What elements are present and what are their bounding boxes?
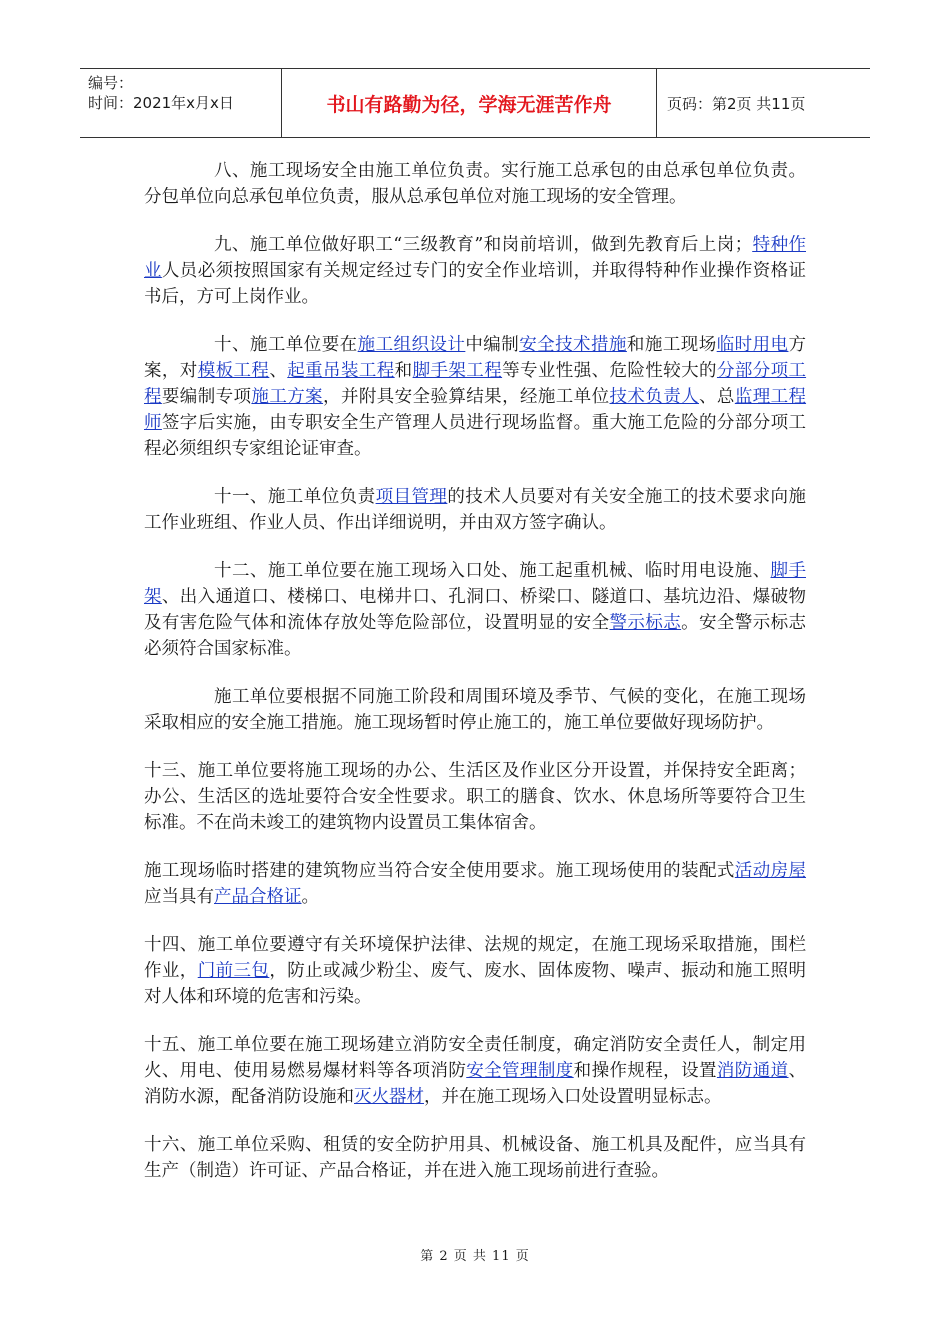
paragraph-text: 和操作规程，设置 (573, 1061, 717, 1081)
hyperlink[interactable]: 产品合格证 (214, 887, 302, 907)
paragraph-text: 十三、施工单位要将施工现场的办公、生活区及作业区分开设置，并保持安全距离；办公、生活区的选址要符合安全性要求。职工的膳食、饮水、休息场所等要符合卫生标准。不在尚未竣工的建筑物内设置员工集体宿舍。 (144, 761, 806, 833)
header-meta (80, 69, 282, 137)
paragraph-text: 和 (394, 361, 413, 381)
paragraph-text: 方案，对 (144, 335, 806, 381)
paragraph-text: 、出入通道口、楼梯口、电梯井口、孔洞口、桥梁口、隧道口、基坑边沿、爆破物及有害危险气体和流体存放处等危险部位，设置明显的安全 (144, 587, 807, 633)
paragraph-text: 。安全警示标志必须符合国家标准。 (144, 613, 807, 659)
paragraph (144, 232, 806, 310)
hyperlink[interactable]: 脚手架工程 (412, 361, 503, 381)
paragraph (144, 1032, 806, 1110)
hyperlink[interactable]: 技术负责人 (609, 387, 700, 407)
paragraph-text: 应当具有 (144, 887, 214, 907)
paragraph-text: 、 (269, 361, 288, 381)
hyperlink[interactable]: 警示标志 (609, 613, 682, 633)
paragraph-text: 九、施工单位做好职工“三级教育”和岗前培训，做到先教育后上岗； (214, 235, 753, 255)
paragraph-text: ，防止或减少粉尘、废气、废水、固体废物、噪声、振动和施工照明对人体和环境的危害和污染。 (144, 961, 807, 1007)
paragraph (144, 1132, 806, 1184)
document-number: 编号： (88, 74, 134, 92)
hyperlink[interactable]: 施工组织设计 (357, 335, 466, 355)
paragraph (144, 684, 806, 736)
page-header (80, 68, 870, 138)
paragraph (144, 558, 806, 662)
paragraph-text: 等专业性强、危险性较大的 (502, 361, 717, 381)
header-motto: 书山有路勤为径，学海无涯苦作舟 (282, 69, 657, 137)
hyperlink[interactable]: 脚手架 (144, 561, 806, 607)
paragraph-text: 十、施工单位要在 (214, 335, 358, 355)
hyperlink[interactable]: 门前三包 (197, 961, 270, 981)
paragraph-text: 十四、施工单位要遵守有关环境保护法律、法规的规定，在施工现场采取措施，围栏作业， (144, 935, 806, 981)
paragraph-text: 。 (301, 887, 319, 907)
page-footer: 第 2 页 共 11 页 (420, 1249, 530, 1264)
paragraph-text: 签字后实施，由专职安全生产管理人员进行现场监督。重大施工危险的分部分项工程必须组织专家组论证审查。 (144, 413, 807, 459)
paragraph (144, 932, 806, 1010)
paragraph-text: 十二、施工单位要在施工现场入口处、施工起重机械、临时用电设施、 (214, 561, 771, 581)
hyperlink[interactable]: 特种作业 (144, 235, 806, 281)
hyperlink[interactable]: 灭火器材 (354, 1087, 424, 1107)
hyperlink[interactable]: 模板工程 (197, 361, 270, 381)
hyperlink[interactable]: 分部分项工程 (144, 361, 807, 407)
paragraph-text: 十六、施工单位采购、租赁的安全防护用具、机械设备、施工机具及配件，应当具有生产（制造）许可证、产品合格证，并在进入施工现场前进行查验。 (144, 1135, 806, 1181)
paragraph (144, 158, 806, 210)
paragraph-text: 要编制专项 (161, 387, 252, 407)
hyperlink[interactable]: 临时用电 (716, 335, 789, 355)
header-page-info: 页码：第2页 共11页 (667, 94, 806, 113)
hyperlink[interactable]: 项目管理 (375, 487, 448, 507)
paragraph-text: 、总 (699, 387, 735, 407)
paragraph-text: 十一、施工单位负责 (214, 487, 376, 507)
hyperlink[interactable]: 施工方案 (251, 387, 324, 407)
paragraph-text: 和施工现场 (626, 335, 717, 355)
paragraph-text: ，并在施工现场入口处设置明显标志。 (424, 1087, 722, 1107)
hyperlink[interactable]: 安全管理制度 (466, 1061, 574, 1081)
paragraph (144, 332, 806, 462)
paragraph-text: 十五、施工单位要在施工现场建立消防安全责任制度，确定消防安全责任人，制定用火、用电、使用易燃易爆材料等各项消防 (144, 1035, 806, 1081)
paragraph-text: 施工单位要根据不同施工阶段和周围环境及季节、气候的变化，在施工现场采取相应的安全施工措施。施工现场暂时停止施工的，施工单位要做好现场防护。 (144, 687, 806, 733)
paragraph-text: 施工现场临时搭建的建筑物应当符合安全使用要求。施工现场使用的装配式 (144, 861, 735, 881)
paragraph (144, 484, 806, 536)
hyperlink[interactable]: 安全技术措施 (519, 335, 627, 355)
paragraph-text: 中编制 (465, 335, 520, 355)
document-body (144, 158, 806, 1206)
paragraph (144, 858, 806, 910)
hyperlink[interactable]: 活动房屋 (734, 861, 807, 881)
hyperlink[interactable]: 起重吊装工程 (287, 361, 395, 381)
paragraph (144, 758, 806, 836)
document-date: 时间：2021年x月x日 (88, 94, 234, 112)
paragraph-text: 、消防水源，配备消防设施和 (144, 1061, 807, 1107)
paragraph-text: 的技术人员要对有关安全施工的技术要求向施工作业班组、作业人员、作出详细说明，并由双方签字确认。 (144, 487, 806, 533)
paragraph-text: ，并附具安全验算结果，经施工单位 (323, 387, 610, 407)
hyperlink[interactable]: 监理工程师 (144, 387, 807, 433)
paragraph-text: 八、施工现场安全由施工单位负责。实行施工总承包的由总承包单位负责。分包单位向总承包单位负责，服从总承包单位对施工现场的安全管理。 (144, 161, 806, 207)
hyperlink[interactable]: 消防通道 (716, 1061, 789, 1081)
paragraph-text: 人员必须按照国家有关规定经过专门的安全作业培训，并取得特种作业操作资格证书后，方可上岗作业。 (144, 261, 807, 307)
